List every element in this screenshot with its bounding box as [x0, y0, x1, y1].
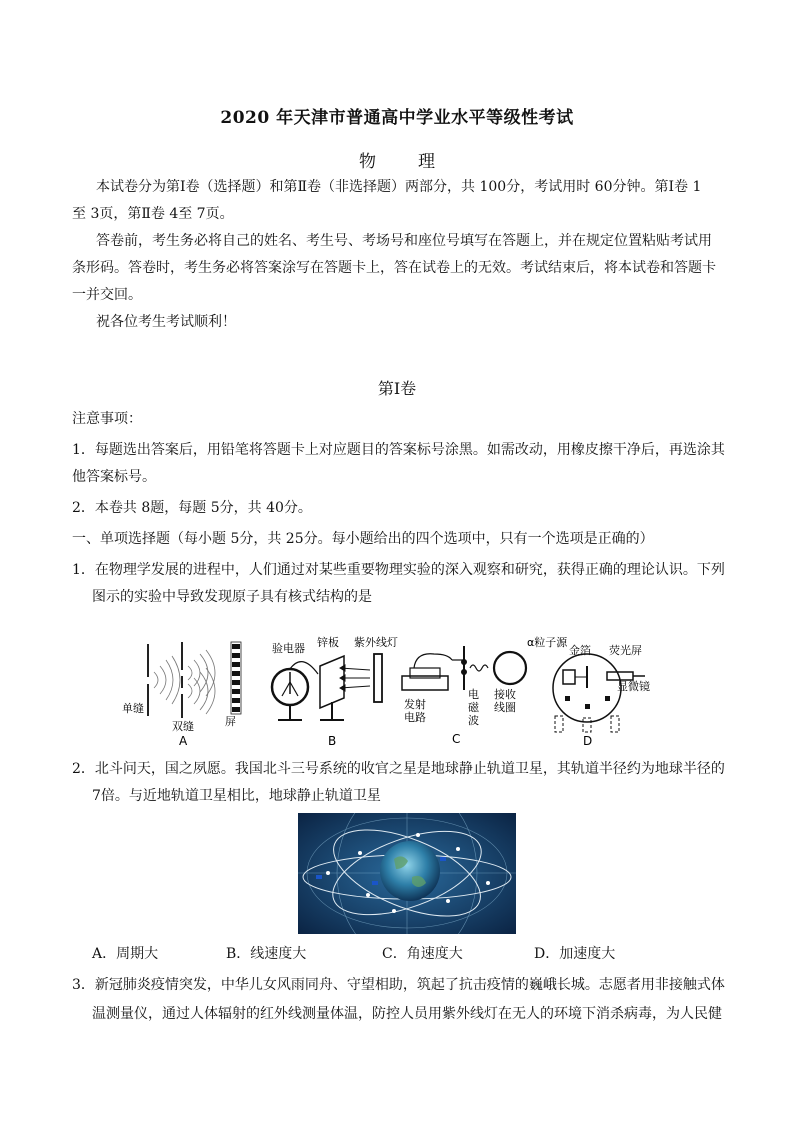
label-transmitter-2: 电路 [404, 711, 426, 724]
figure-c-label: C [452, 732, 461, 746]
volume-title: 第Ⅰ卷 [377, 379, 417, 398]
figure-a-label: A [179, 734, 188, 747]
figure-d-label: D [583, 734, 593, 747]
intro-p1-line2: 至 3页，第Ⅱ卷 4至 7页。 [72, 206, 234, 222]
label-electroscope: 验电器 [272, 642, 305, 655]
intro-wish: 祝各位考生考试顺利！ [96, 314, 236, 330]
label-screen: 屏 [225, 715, 236, 728]
label-microscope: 显微镜 [617, 680, 650, 693]
alpha-source [563, 670, 575, 684]
earth [380, 841, 440, 901]
label-receiver-1: 接收 [494, 688, 516, 701]
figure-b-photoelectric [262, 632, 407, 747]
subject-char-2: 理 [418, 152, 435, 172]
label-receiver-2: 线圈 [494, 701, 516, 714]
label-gold-foil: 金箔 [569, 644, 591, 657]
intro-p2-line2: 条形码。答卷时，考生务必将答案涂写在答题卡上，答在试卷上的无效。考试结束后，将本试卷和答题卡 [72, 260, 716, 276]
label-zinc-plate: 锌板 [317, 636, 339, 649]
note-1-line2: 他答案标号。 [72, 469, 156, 485]
satellite-orbit-image [298, 813, 516, 934]
section-1-heading: 一、单项选择题（每小题 5分，共 25分。每小题给出的四个选项中，只有一个选项是正确的） [72, 531, 654, 547]
q3-line2: 温测量仪，通过人体辐射的红外线测量体温，防控人员用紫外线灯在无人的环境下消杀病毒，为人民健 [92, 1006, 722, 1022]
zinc-plate [320, 656, 344, 708]
label-transmitter-1: 发射 [404, 698, 426, 711]
q2-line1: 2．北斗问天，国之夙愿。我国北斗三号系统的收官之星是地球静止轨道卫星，其轨道半径约为地球半径的 [72, 761, 725, 777]
label-em-2: 磁 [468, 701, 479, 714]
note-1-line1: 1．每题选出答案后，用铅笔将答题卡上对应题目的答案标号涂黑。如需改动，用橡皮擦干净后，再选涂其 [72, 442, 725, 458]
figure-a-double-slit [120, 632, 250, 747]
label-double-slit: 双缝 [172, 720, 194, 733]
subject-title [0, 147, 794, 172]
label-single-slit: 单缝 [122, 702, 144, 715]
detector-marks [565, 696, 610, 709]
q2-option-b[interactable]: B．线速度大 [226, 946, 307, 962]
q3-line1: 3．新冠肺炎疫情突发，中华儿女风雨同舟、守望相助，筑起了抗击疫情的巍峨长城。志愿者用非接触式体 [72, 977, 725, 993]
q2-option-c[interactable]: C．角速度大 [382, 946, 463, 962]
subject-char-1: 物 [359, 152, 376, 172]
figure-c-em-waves [400, 632, 535, 747]
note-2: 2．本卷共 8题，每题 5分，共 40分。 [72, 500, 312, 516]
wavefronts [154, 650, 215, 714]
q1-line2: 图示的实验中导致发现原子具有核式结构的是 [92, 589, 372, 605]
interference-fringes [231, 642, 241, 714]
figure-d-alpha-scattering [525, 632, 665, 747]
label-em-1: 电 [468, 688, 479, 701]
label-uv-lamp: 紫外线灯 [354, 636, 398, 649]
scattering-detectors [555, 716, 619, 732]
intro-p2-line3: 一并交回。 [72, 287, 142, 303]
uv-lamp [374, 654, 382, 702]
connecting-wire [290, 662, 318, 674]
notes-heading: 注意事项： [72, 411, 142, 427]
label-alpha-source: α粒子源 [527, 636, 568, 649]
uv-rays [340, 665, 370, 691]
receiver-coil [494, 652, 526, 684]
q1-line1: 1．在物理学发展的进程中，人们通过对某些重要物理实验的深入观察和研究，获得正确的理论认识。下列 [72, 562, 725, 578]
q2-option-a[interactable]: A．周期大 [92, 946, 159, 962]
label-em-3: 波 [468, 714, 479, 727]
label-fluorescent-screen: 荧光屏 [609, 644, 642, 657]
exam-title: 2020 年天津市普通高中学业水平等级性考试 [220, 108, 574, 128]
figure-b-label: B [328, 734, 337, 747]
intro-p2-line1: 答卷前，考生务必将自己的姓名、考生号、考场号和座位号填写在答题上，并在规定位置粘贴考试用 [96, 233, 712, 249]
q2-option-d[interactable]: D．加速度大 [534, 946, 616, 962]
intro-p1-line1: 本试卷分为第Ⅰ卷（选择题）和第Ⅱ卷（非选择题）两部分，共 100分，考试用时 60分钟。第Ⅰ卷 1 [96, 179, 702, 195]
wave-symbol [470, 665, 488, 671]
q2-line2: 7倍。与近地轨道卫星相比，地球静止轨道卫星 [92, 788, 381, 804]
